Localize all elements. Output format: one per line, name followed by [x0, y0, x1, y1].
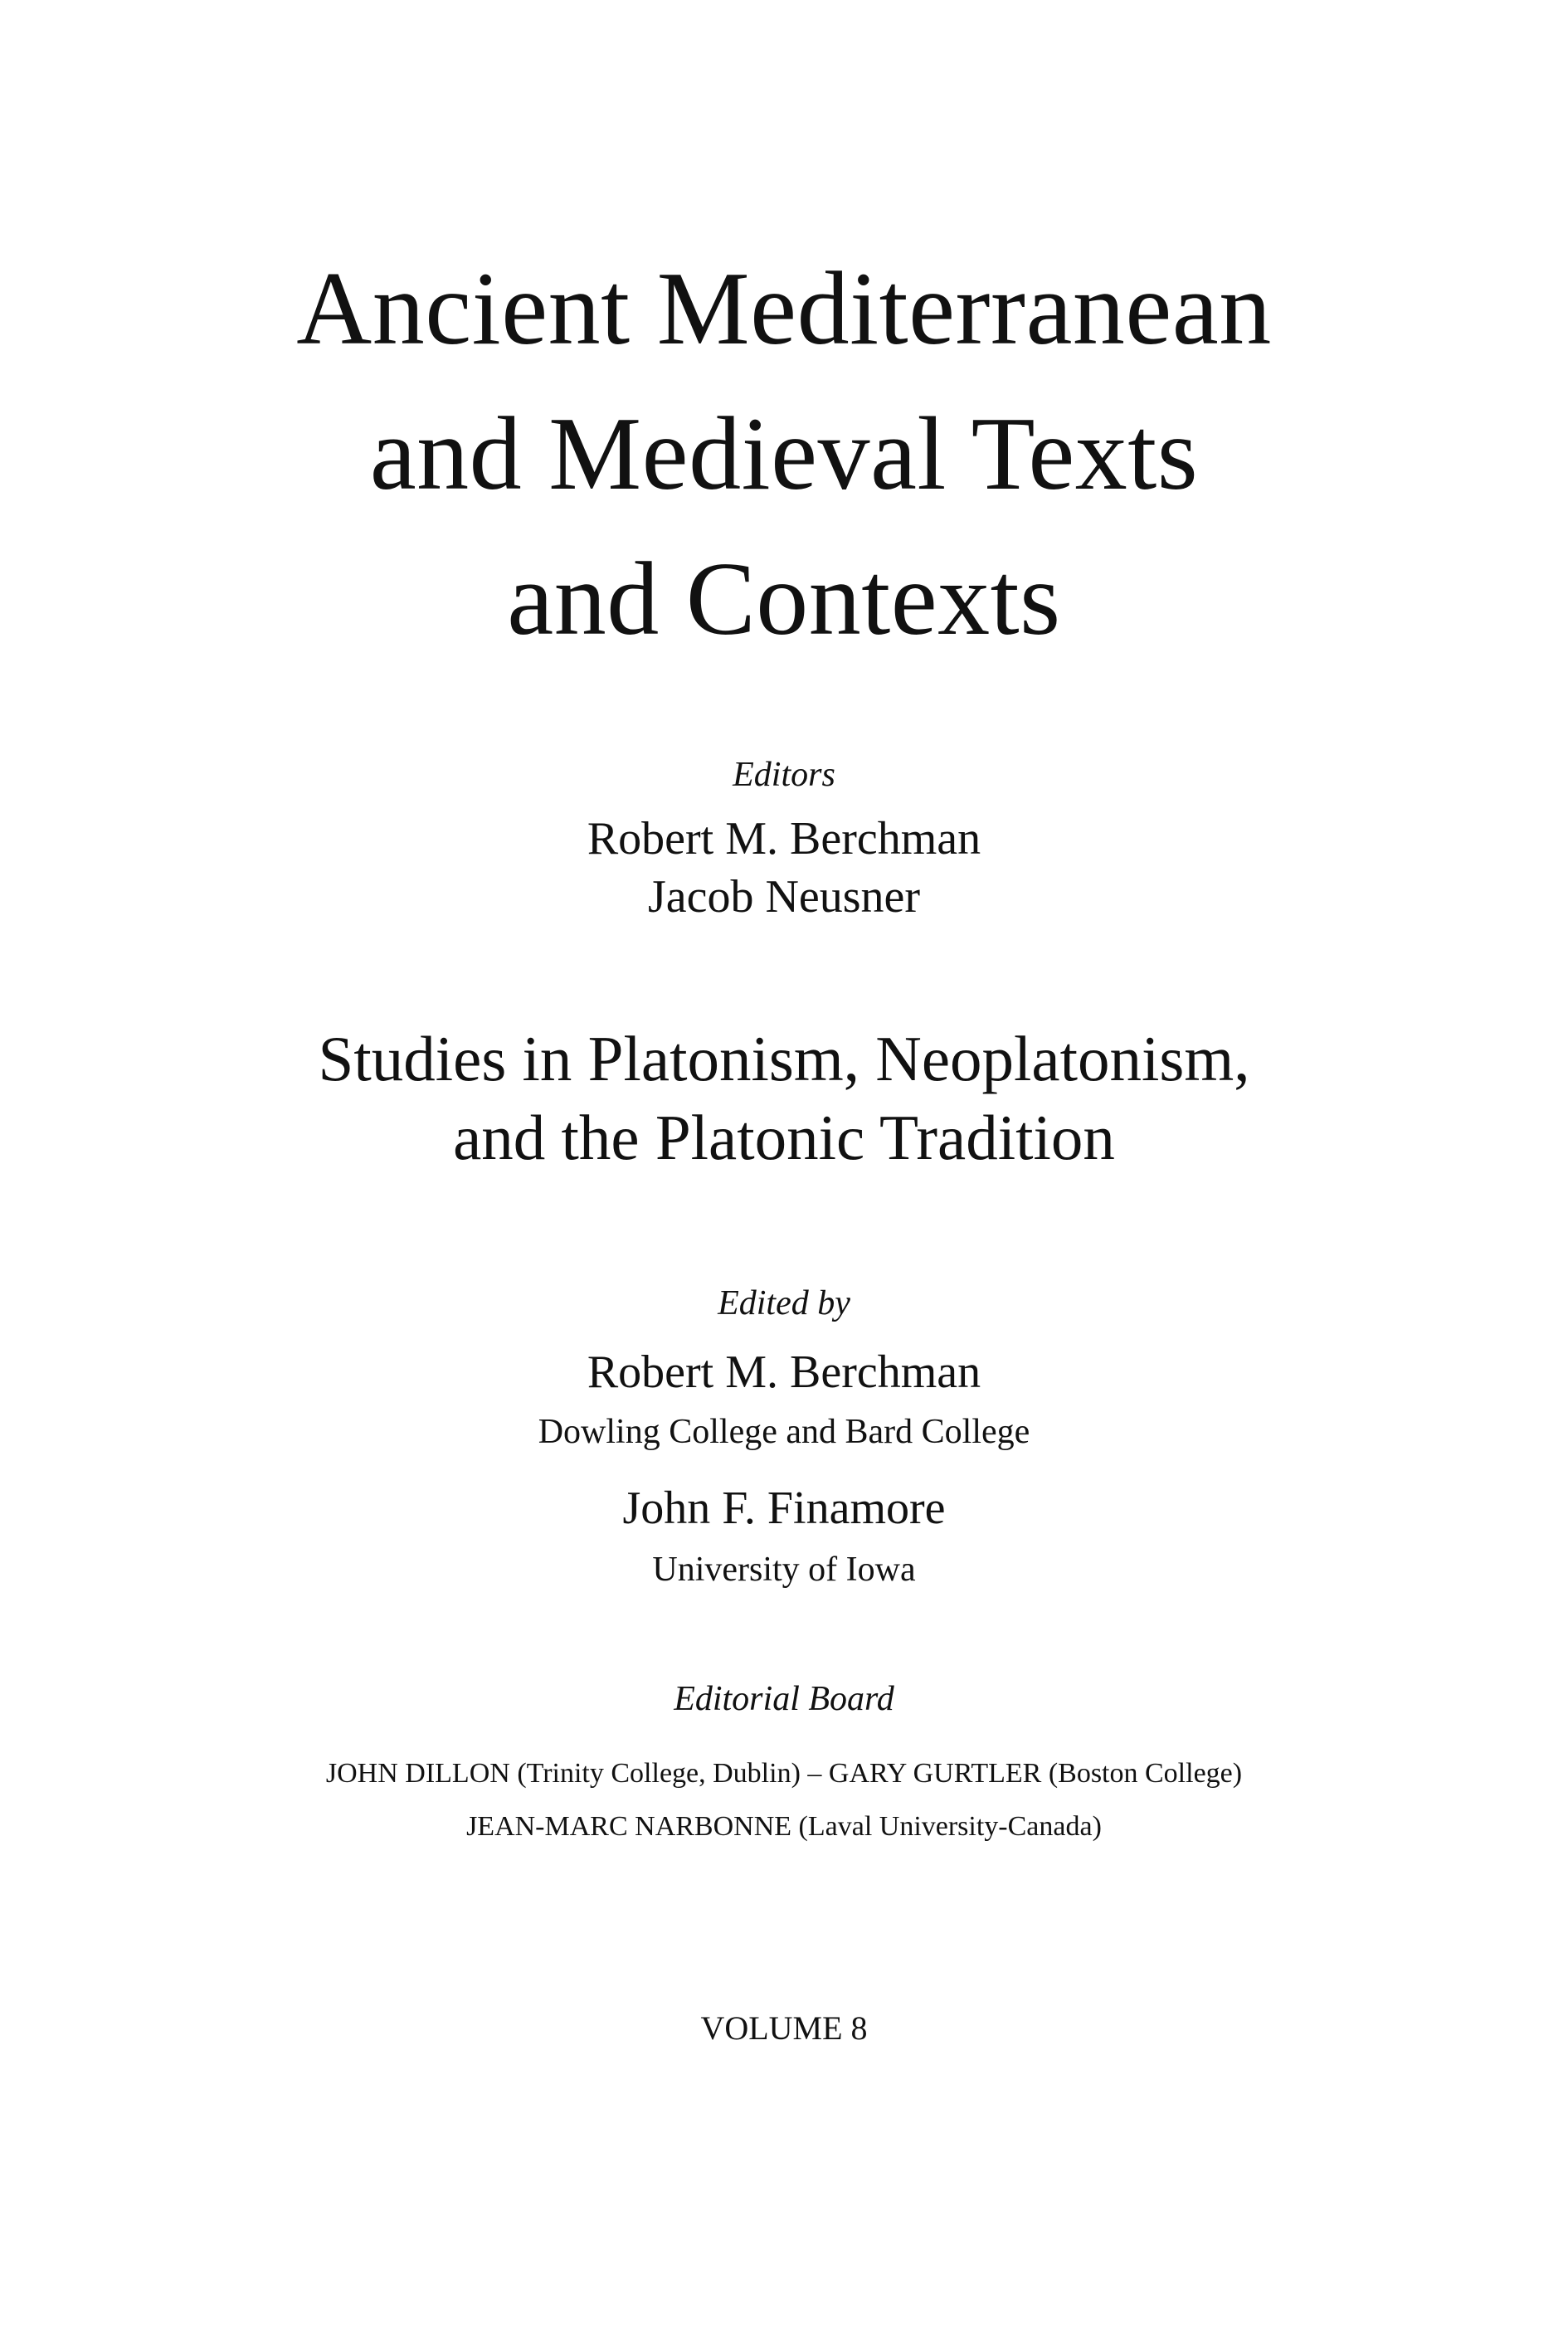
- series-editor-1: Robert M. Berchman: [587, 813, 981, 864]
- volume-title-line-2: and the Platonic Tradition: [453, 1102, 1115, 1173]
- volume-editor-1-name: Robert M. Berchman: [587, 1346, 981, 1398]
- board-member-name: GARY GURTLER: [828, 1758, 1042, 1789]
- volume-number: VOLUME 8: [700, 2009, 868, 2047]
- editorial-board-line-2: [0, 1813, 1568, 1841]
- edited-by-label: Edited by: [718, 1284, 850, 1322]
- volume-title-line-1: Studies in Platonism, Neoplatonism,: [318, 1023, 1250, 1094]
- board-member-name: JEAN-MARC NARBONNE: [466, 1811, 792, 1842]
- editorial-board-line-1: [0, 1760, 1568, 1788]
- editors-label: Editors: [733, 756, 835, 794]
- volume-editor-1-affiliation: Dowling College and Bard College: [538, 1413, 1030, 1451]
- volume-editor-2-affiliation: University of Iowa: [652, 1551, 916, 1589]
- board-member-name: JOHN DILLON: [325, 1758, 510, 1789]
- volume-editor-2-name: John F. Finamore: [622, 1483, 946, 1534]
- board-member-affiliation: (Trinity College, Dublin) –: [509, 1758, 829, 1789]
- editorial-board-label: Editorial Board: [674, 1680, 894, 1718]
- series-title-line-1: Ancient Mediterranean: [296, 251, 1272, 367]
- series-editor-2: Jacob Neusner: [647, 871, 921, 923]
- series-title-line-3: and Contexts: [507, 542, 1061, 657]
- board-member-affiliation: (Boston College): [1041, 1758, 1243, 1789]
- series-title-line-2: and Medieval Texts: [369, 397, 1199, 512]
- board-member-affiliation: (Laval University-Canada): [791, 1811, 1102, 1842]
